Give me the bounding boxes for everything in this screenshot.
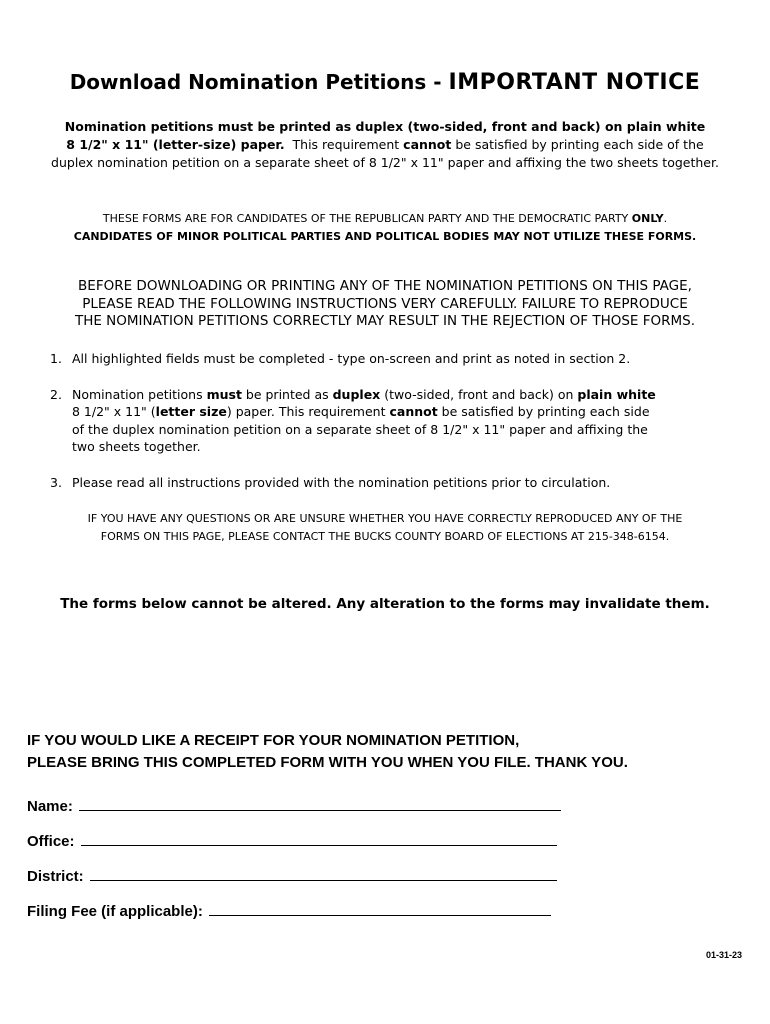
before-line-1: BEFORE DOWNLOADING OR PRINTING ANY OF THE NOMINATION PETITIONS ON THIS PAGE,: [78, 278, 692, 294]
office-field: [27, 831, 557, 850]
list-item: [50, 474, 690, 492]
office-label: Office:: [27, 833, 75, 850]
intro-bold-2: 8 1/2" x 11" (letter-size) paper.: [66, 137, 285, 152]
list-text: two sheets together.: [72, 439, 201, 454]
list-text: (two-sided, front and back) on: [380, 386, 578, 402]
list-text: All highlighted fields must be completed - type on-screen and print as noted in section 2.: [72, 351, 631, 366]
party-line-1: THESE FORMS ARE FOR CANDIDATES OF THE REPUBLICAN PARTY AND THE DEMOCRATIC PARTY: [102, 212, 632, 225]
list-bold: duplex: [332, 386, 381, 402]
list-text: of the duplex nomination petition on a separate sheet of 8 1/2" x 11" paper and affixing the: [72, 421, 648, 437]
contact-notice: [40, 510, 730, 546]
intro-text-1: This requirement: [292, 137, 404, 152]
district-field: [27, 866, 557, 885]
list-bold: cannot: [389, 404, 438, 419]
before-notice: [30, 278, 740, 331]
intro-paragraph: [30, 118, 740, 172]
list-text: be printed as: [241, 386, 333, 402]
title-main: Download Nomination Petitions -: [69, 70, 449, 94]
list-text: ) paper. This requirement: [226, 404, 390, 419]
instruction-list: [50, 350, 690, 509]
intro-text-3: duplex nomination petition on a separate sheet of 8 1/2" x 11" paper and affixing the two sheets together.: [51, 155, 719, 170]
list-bold: plain white: [577, 386, 656, 402]
party-only: ONLY: [631, 212, 664, 225]
district-line[interactable]: [90, 866, 557, 881]
page-title: [0, 70, 770, 95]
party-notice: [30, 210, 740, 246]
office-line[interactable]: [81, 831, 557, 846]
contact-line-2: FORMS ON THIS PAGE, PLEASE CONTACT THE BUCKS COUNTY BOARD OF ELECTIONS AT 215-348-6154.: [100, 530, 670, 543]
list-text: 8 1/2" x 11" (: [72, 404, 156, 419]
receipt-line-2: PLEASE BRING THIS COMPLETED FORM WITH YOU WHEN YOU FILE. THANK YOU.: [27, 754, 628, 771]
receipt-heading: [27, 730, 628, 774]
list-text: Please read all instructions provided with the nomination petitions prior to circulation.: [72, 474, 611, 490]
intro-bold-3: cannot: [403, 137, 452, 152]
list-number: 3.: [50, 474, 62, 490]
contact-line-1: IF YOU HAVE ANY QUESTIONS OR ARE UNSURE WHETHER YOU HAVE CORRECTLY REPRODUCED ANY OF THE: [87, 512, 683, 525]
list-text: be satisfied by printing each side: [437, 404, 650, 419]
before-line-3: THE NOMINATION PETITIONS CORRECTLY MAY RESULT IN THE REJECTION OF THOSE FORMS.: [74, 313, 696, 329]
list-text: Nomination petitions: [72, 386, 207, 402]
revision-date: 01-31-23: [705, 950, 742, 960]
name-field: [27, 796, 561, 815]
list-bold: must: [206, 386, 242, 402]
party-line-2: CANDIDATES OF MINOR POLITICAL PARTIES AND POLITICAL BODIES MAY NOT UTILIZE THESE FORMS.: [73, 230, 697, 243]
receipt-line-1: IF YOU WOULD LIKE A RECEIPT FOR YOUR NOMINATION PETITION,: [27, 732, 520, 749]
filing-fee-line[interactable]: [209, 901, 551, 916]
alteration-warning: The forms below cannot be altered. Any alteration to the forms may invalidate them.: [60, 596, 710, 612]
filing-fee-label: Filing Fee (if applicable):: [27, 903, 203, 920]
before-line-2: PLEASE READ THE FOLLOWING INSTRUCTIONS VERY CAREFULLY. FAILURE TO REPRODUCE: [82, 295, 688, 312]
name-line[interactable]: [79, 796, 561, 811]
name-label: Name:: [27, 798, 73, 815]
title-notice: IMPORTANT NOTICE: [448, 70, 701, 95]
list-bold: letter size: [155, 404, 227, 419]
filing-fee-field: [27, 901, 551, 920]
list-number: 2.: [50, 386, 62, 402]
list-item: [50, 350, 690, 368]
intro-text-2: be satisfied by printing each side of the: [451, 137, 704, 152]
party-line-1-end: .: [663, 212, 668, 225]
list-number: 1.: [50, 351, 62, 366]
district-label: District:: [27, 868, 84, 885]
intro-bold-1: Nomination petitions must be printed as duplex (two-sided, front and back) on plain white: [64, 119, 706, 134]
list-item: [50, 386, 690, 456]
